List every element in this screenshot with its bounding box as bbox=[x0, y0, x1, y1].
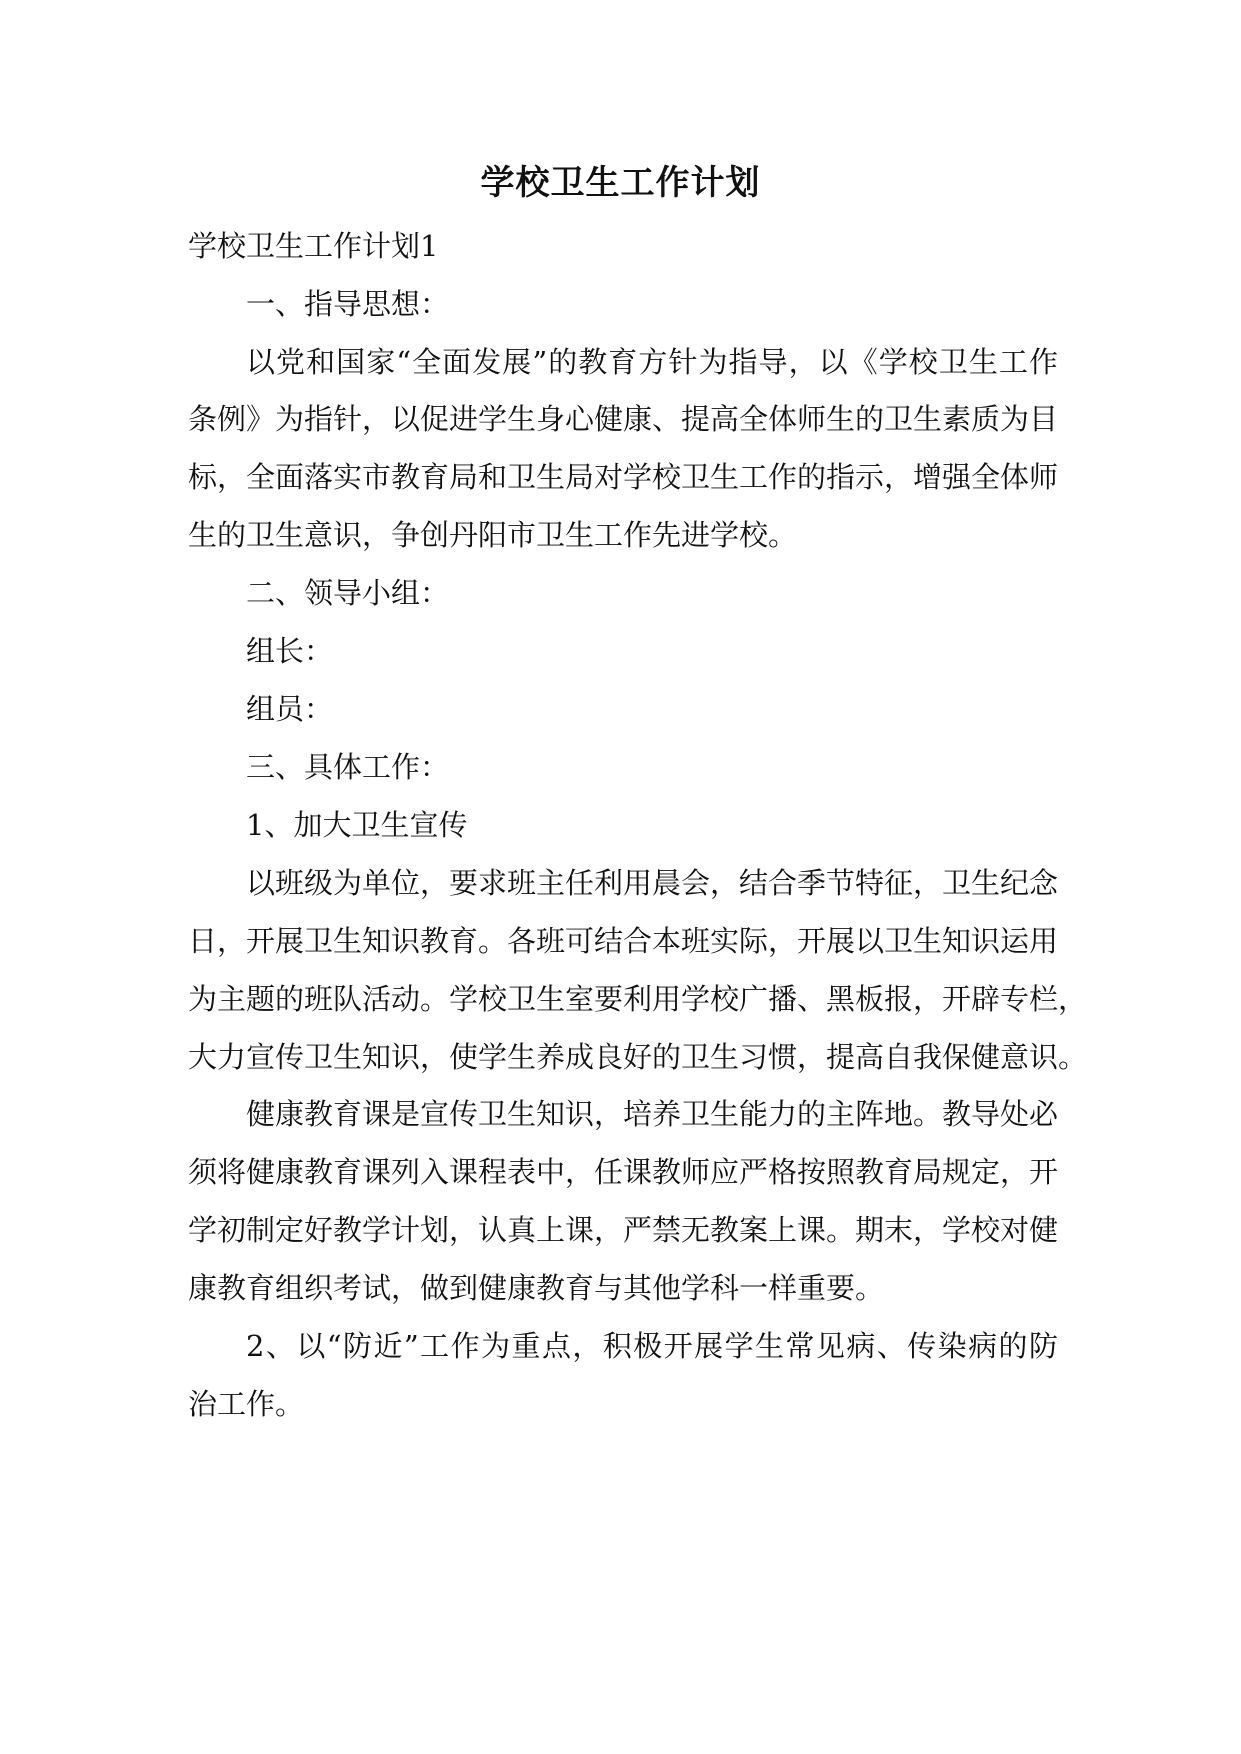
paragraph-line: 须将健康教育课列入课程表中，任课教师应严格按照教育局规定，开 bbox=[188, 1155, 1059, 1189]
group-member-label: 组员： bbox=[246, 692, 334, 726]
paragraph-line: 条例》为指针，以促进学生身心健康、提高全体师生的卫生素质为目 bbox=[188, 402, 1059, 436]
heading-guiding-ideology: 一、指导思想： bbox=[246, 287, 450, 321]
paragraph-line: 大力宣传卫生知识，使学生养成良好的卫生习惯，提高自我保健意识。 bbox=[188, 1040, 1088, 1074]
group-leader-label: 组长： bbox=[246, 634, 334, 668]
paragraph-line: 以党和国家“全面发展”的教育方针为指导，以《学校卫生工作 bbox=[246, 345, 1058, 379]
section-title: 学校卫生工作计划1 bbox=[188, 229, 439, 263]
paragraph-line: 治工作。 bbox=[188, 1387, 305, 1421]
paragraph-line: 标，全面落实市教育局和卫生局对学校卫生工作的指示，增强全体师 bbox=[188, 460, 1059, 494]
paragraph-line: 日，开展卫生知识教育。各班可结合本班实际，开展以卫生知识运用 bbox=[188, 924, 1059, 958]
paragraph-line: 健康教育课是宣传卫生知识，培养卫生能力的主阵地。教导处必 bbox=[246, 1097, 1059, 1131]
paragraph-line: 康教育组织考试，做到健康教育与其他学科一样重要。 bbox=[188, 1271, 885, 1305]
paragraph-line: 学初制定好教学计划，认真上课，严禁无教案上课。期末，学校对健 bbox=[188, 1213, 1059, 1247]
paragraph-line: 以班级为单位，要求班主任利用晨会，结合季节特征，卫生纪念 bbox=[246, 866, 1059, 900]
heading-leadership-group: 二、领导小组： bbox=[246, 576, 450, 610]
paragraph-line: 为主题的班队活动。学校卫生室要利用学校广播、黑板报，开辟专栏， bbox=[188, 982, 1088, 1016]
paragraph-line: 生的卫生意识，争创丹阳市卫生工作先进学校。 bbox=[188, 518, 798, 552]
document-title: 学校卫生工作计划 bbox=[480, 163, 761, 203]
heading-specific-work: 三、具体工作： bbox=[246, 750, 450, 784]
subheading-myopia-prevention: 2、以“防近”工作为重点，积极开展学生常见病、传染病的防 bbox=[246, 1329, 1058, 1363]
subheading-publicity: 1、加大卫生宣传 bbox=[246, 808, 468, 842]
